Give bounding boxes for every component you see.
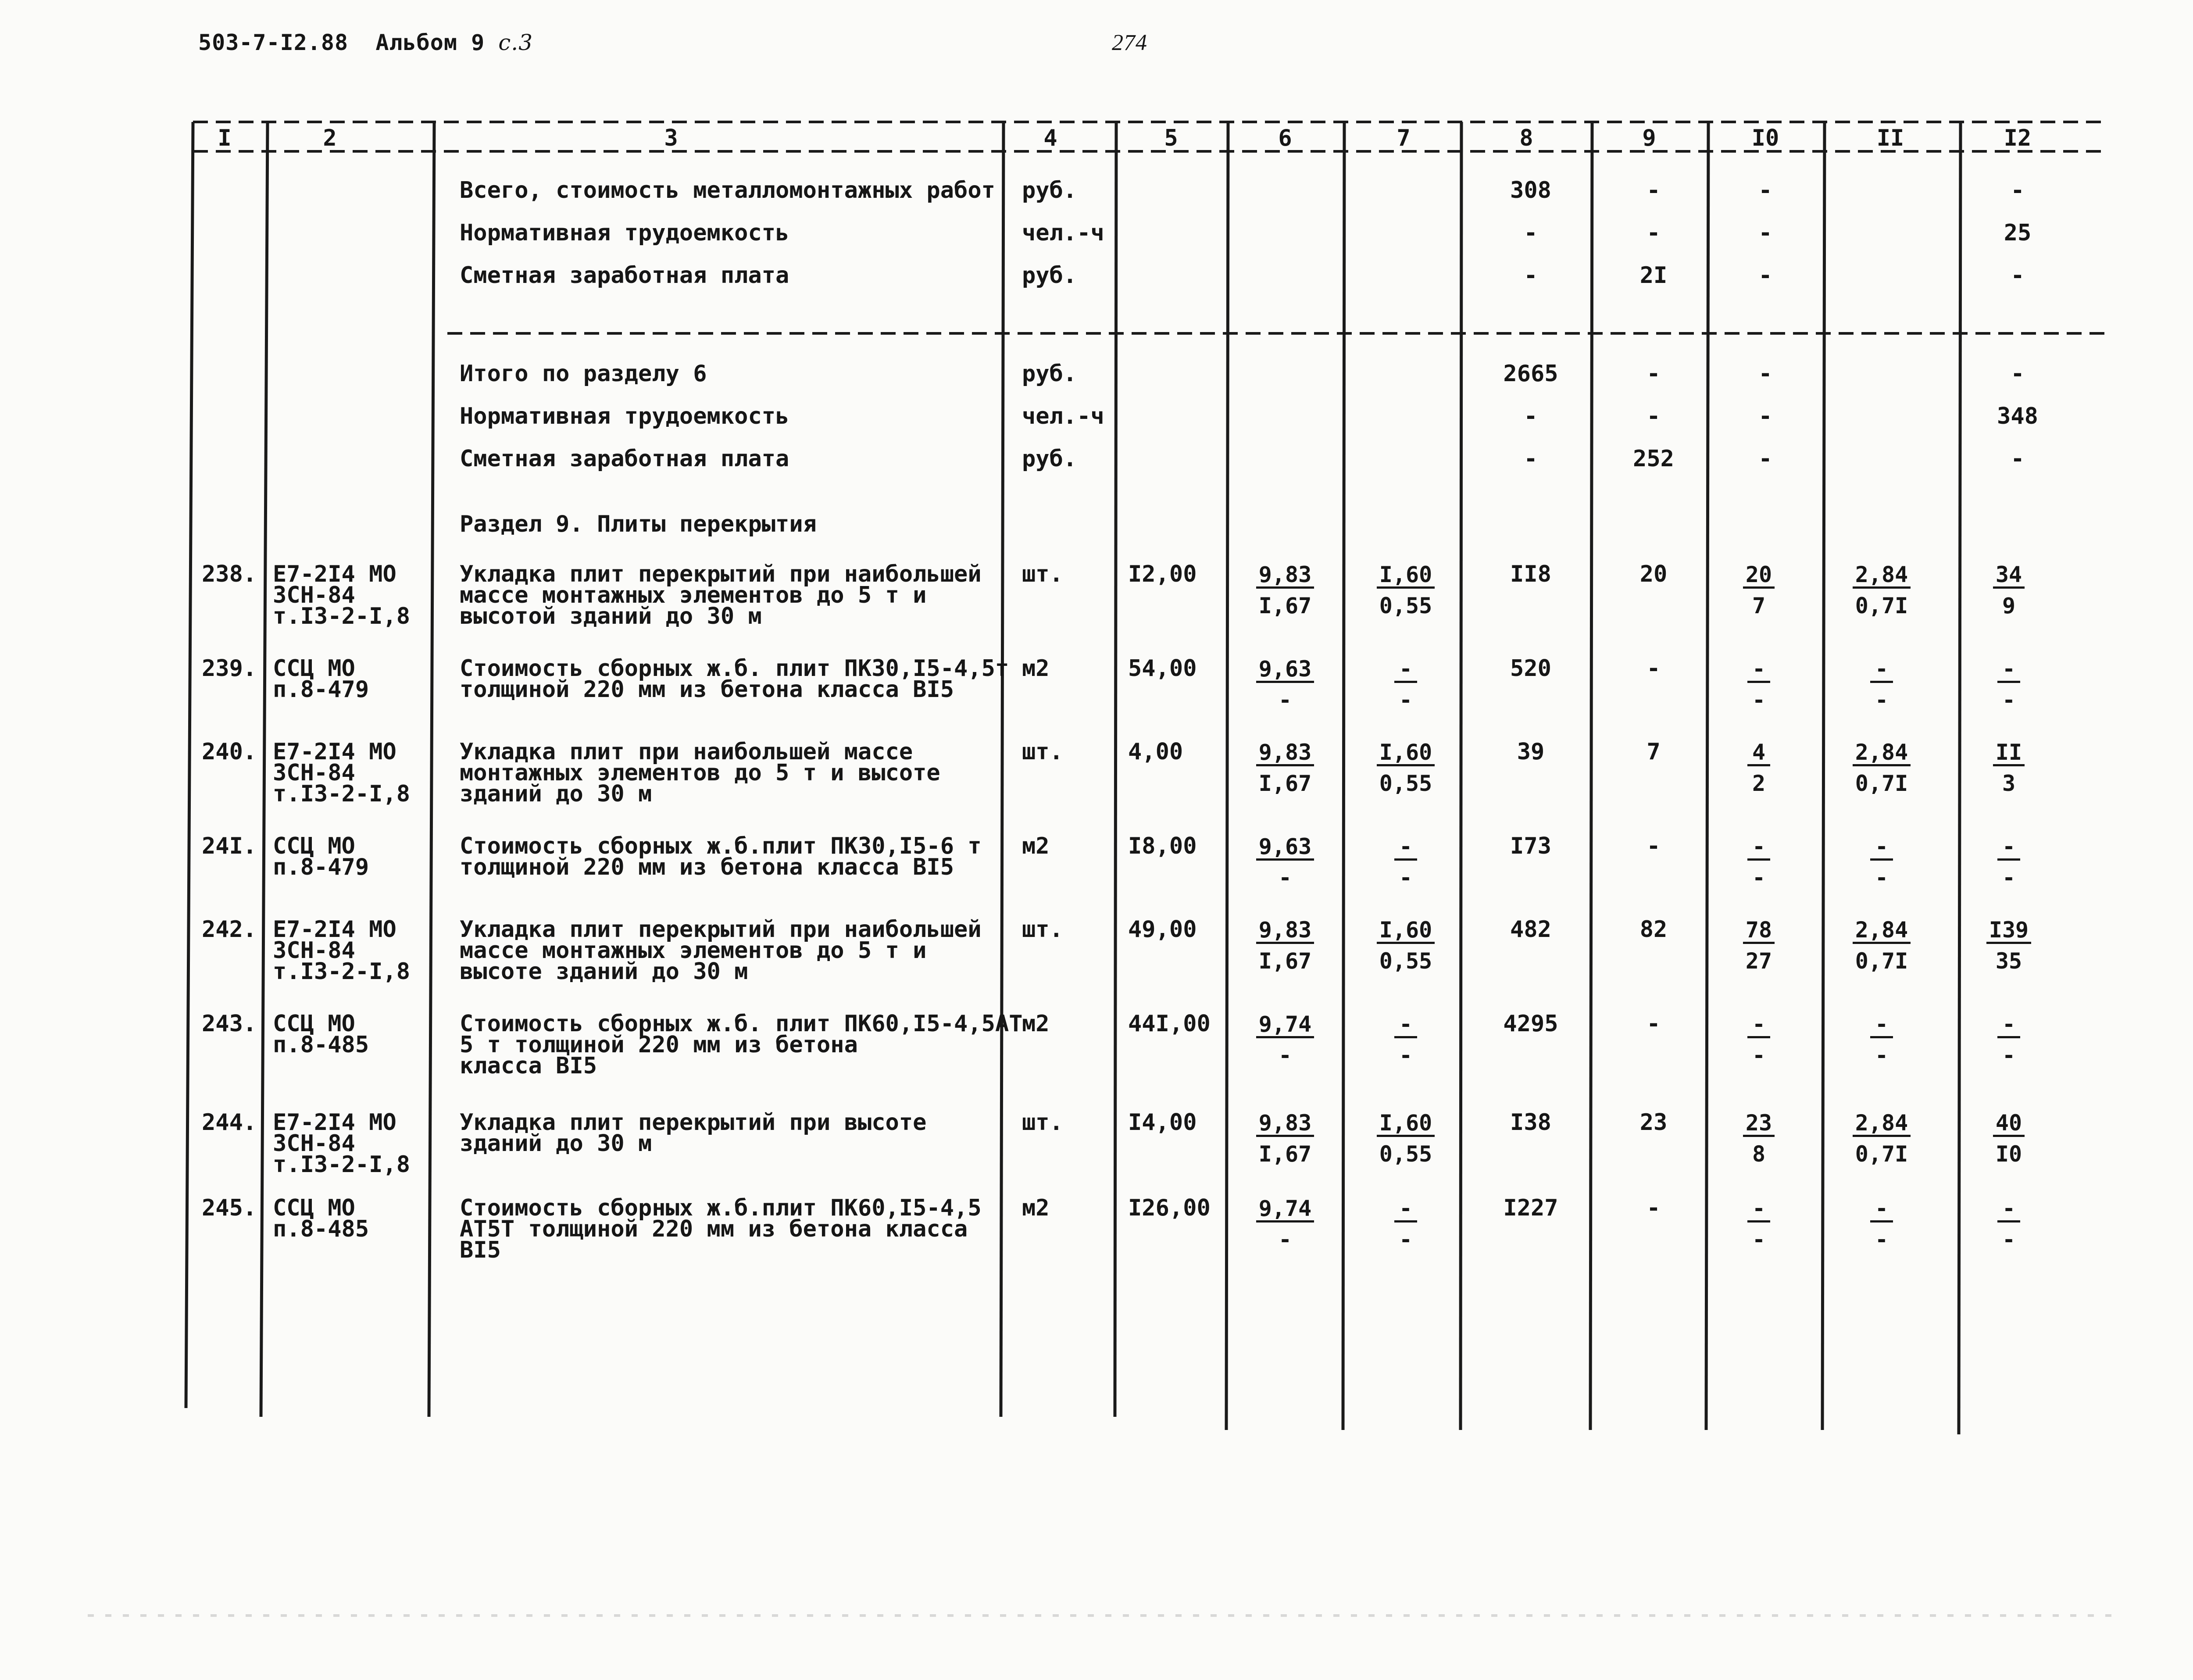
- item-col6-fraction-bottom: I,67: [1258, 771, 1312, 796]
- item-col12-fraction-top: -: [1997, 1013, 2020, 1038]
- summary-col10: -: [1758, 177, 1772, 204]
- item-col7-fraction: [1355, 741, 1456, 794]
- item-col11-fraction-bottom: -: [1875, 1227, 1889, 1252]
- column-number-5: 5: [1164, 125, 1178, 151]
- item-col10-fraction: [1708, 741, 1809, 794]
- item-col12-fraction-bottom: -: [2002, 687, 2016, 713]
- item-col12-fraction-bottom: -: [2002, 1043, 2016, 1068]
- album-label: Альбом 9: [375, 30, 485, 55]
- item-col10-fraction-bottom: 8: [1752, 1141, 1766, 1167]
- item-col12-fraction: [1958, 1013, 2059, 1066]
- item-description: Стоимость сборных ж.б. плит ПК60,I5-4,5АТ 5 т толщиной 220 мм из бетона класса ВI5: [460, 1011, 1023, 1079]
- item-col12-fraction: [1958, 658, 2059, 711]
- item-col6-fraction: [1235, 564, 1336, 617]
- summary-col12: -: [2011, 361, 2025, 387]
- item-norm-code: ССЦ МО п.8-479: [273, 833, 369, 880]
- item-col6-fraction: [1235, 741, 1336, 794]
- summary-row-unit: руб.: [1022, 446, 1077, 472]
- column-number-7: 7: [1397, 125, 1411, 151]
- item-quantity: I8,00: [1128, 833, 1197, 859]
- item-quantity: 4,00: [1128, 739, 1183, 765]
- item-col10-fraction-bottom: 27: [1745, 948, 1772, 974]
- item-col6-fraction-top: 9,63: [1256, 836, 1314, 861]
- summary-row-unit: чел.-ч: [1022, 403, 1104, 429]
- item-col9: 82: [1639, 916, 1668, 943]
- item-quantity: 44I,00: [1128, 1011, 1211, 1037]
- item-col9: 23: [1639, 1109, 1668, 1136]
- item-unit: шт.: [1022, 561, 1063, 587]
- column-number-11: II: [1876, 125, 1904, 151]
- doc-code: 503-7-I2.88: [198, 30, 349, 55]
- item-col6-fraction-top: 9,83: [1256, 919, 1314, 944]
- item-number: 242.: [202, 916, 257, 943]
- sheet-note: с.3: [498, 30, 533, 55]
- column-number-3: 3: [664, 125, 678, 151]
- item-col6-fraction-bottom: I,67: [1258, 593, 1312, 618]
- item-col7-fraction: [1355, 1112, 1456, 1165]
- item-col10-fraction-top: -: [1747, 1013, 1770, 1038]
- item-unit: шт.: [1022, 1109, 1063, 1136]
- item-col11-fraction-bottom: 0,7I: [1855, 771, 1908, 796]
- page-number: 274: [1112, 30, 1147, 55]
- summary-col12: -: [2011, 446, 2025, 472]
- item-description: Стоимость сборных ж.б. плит ПК30,I5-4,5т толщиной 220 мм из бетона класса ВI5: [460, 655, 1009, 703]
- item-col6-fraction-bottom: -: [1278, 687, 1292, 713]
- column-number-10: I0: [1751, 125, 1779, 151]
- item-col10-fraction-top: -: [1747, 658, 1770, 683]
- item-col6-fraction: [1235, 836, 1336, 889]
- item-col12-fraction-top: I39: [1986, 919, 2031, 944]
- summary-row-label: Сметная заработная плата: [460, 262, 789, 289]
- summary-row-unit: руб.: [1022, 262, 1077, 289]
- item-col7-fraction-bottom: 0,55: [1379, 1141, 1432, 1167]
- item-col9: -: [1647, 655, 1661, 682]
- item-unit: м2: [1022, 833, 1050, 859]
- item-col8: 482: [1510, 916, 1551, 943]
- summary-col8: -: [1524, 220, 1538, 246]
- summary-col10: -: [1758, 361, 1772, 387]
- item-col11-fraction: [1831, 1197, 1932, 1251]
- item-col12-fraction-bottom: -: [2002, 1227, 2016, 1252]
- summary-col9: -: [1647, 220, 1661, 246]
- item-col7-fraction-bottom: 0,55: [1379, 771, 1432, 796]
- summary-col12: 348: [1997, 403, 2038, 429]
- item-col7-fraction-bottom: -: [1399, 865, 1413, 890]
- item-unit: шт.: [1022, 739, 1063, 765]
- summary-col8: -: [1524, 262, 1538, 289]
- item-col7-fraction: [1355, 836, 1456, 889]
- item-col8: 4295: [1503, 1011, 1558, 1037]
- item-col8: 39: [1517, 739, 1545, 765]
- item-col11-fraction-top: 2,84: [1853, 564, 1911, 589]
- item-number: 245.: [202, 1195, 257, 1221]
- summary-row-label: Нормативная трудоемкость: [460, 220, 789, 246]
- item-col11-fraction-top: -: [1870, 1013, 1893, 1038]
- summary-col12: 25: [2004, 220, 2032, 246]
- summary-col9: -: [1647, 177, 1661, 204]
- item-col10-fraction: [1708, 1112, 1809, 1165]
- item-col6-fraction-top: 9,74: [1256, 1197, 1314, 1222]
- summary-col8: -: [1524, 446, 1538, 472]
- item-col11-fraction-top: -: [1870, 658, 1893, 683]
- item-col11-fraction-bottom: -: [1875, 687, 1889, 713]
- item-col12-fraction: [1958, 1112, 2059, 1165]
- item-col12-fraction-bottom: 35: [1995, 948, 2022, 974]
- item-col11-fraction: [1831, 658, 1932, 711]
- summary-col8: -: [1524, 403, 1538, 429]
- item-col12-fraction-bottom: I0: [1995, 1141, 2022, 1167]
- item-col11-fraction: [1831, 564, 1932, 617]
- item-col10-fraction-top: 20: [1743, 564, 1775, 589]
- summary-row-label: Всего, стоимость металломонтажных работ: [460, 177, 995, 204]
- item-col11-fraction: [1831, 1112, 1932, 1165]
- item-description: Стоимость сборных ж.б.плит ПК30,I5-6 т толщиной 220 мм из бетона класса ВI5: [460, 833, 982, 880]
- item-col8: II8: [1510, 561, 1551, 587]
- item-col10-fraction-top: 4: [1747, 741, 1770, 766]
- column-number-6: 6: [1278, 125, 1292, 151]
- item-quantity: I4,00: [1128, 1109, 1197, 1136]
- item-col7-fraction-top: I,60: [1377, 564, 1435, 589]
- summary-col8: 308: [1510, 177, 1551, 204]
- item-description: Укладка плит перекрытий при наибольшей массе монтажных элементов до 5 т и высоте зданий до 30 м: [460, 916, 982, 985]
- item-col9: 7: [1647, 739, 1661, 765]
- item-col11-fraction-top: -: [1870, 836, 1893, 861]
- item-col12-fraction: [1958, 919, 2059, 972]
- item-col6-fraction-top: 9,74: [1256, 1013, 1314, 1038]
- item-norm-code: Е7-2I4 МО 3СН-84 т.I3-2-I,8: [273, 739, 411, 807]
- summary-col9: 2I: [1639, 262, 1668, 289]
- item-col7-fraction-bottom: 0,55: [1379, 948, 1432, 974]
- item-col10-fraction: [1708, 836, 1809, 889]
- item-col12-fraction-bottom: -: [2002, 865, 2016, 890]
- item-col10-fraction-bottom: -: [1752, 1227, 1766, 1252]
- item-col12-fraction-bottom: 9: [2002, 593, 2016, 618]
- item-col8: 520: [1510, 655, 1551, 682]
- item-number: 24I.: [202, 833, 257, 859]
- item-col12-fraction: [1958, 741, 2059, 794]
- item-col6-fraction: [1235, 919, 1336, 972]
- item-unit: м2: [1022, 1011, 1050, 1037]
- item-col11-fraction-top: -: [1870, 1197, 1893, 1222]
- item-col9: 20: [1639, 561, 1668, 587]
- item-col10-fraction-top: -: [1747, 836, 1770, 861]
- item-col11-fraction-bottom: -: [1875, 865, 1889, 890]
- item-col6-fraction-bottom: -: [1278, 865, 1292, 890]
- item-col12-fraction-top: 40: [1993, 1112, 2025, 1137]
- item-description: Укладка плит перекрытий при высоте зданий до 30 м: [460, 1109, 927, 1157]
- item-norm-code: Е7-2I4 МО 3СН-84 т.I3-2-I,8: [273, 916, 411, 985]
- summary-row-unit: чел.-ч: [1022, 220, 1104, 246]
- item-unit: м2: [1022, 655, 1050, 682]
- item-col7-fraction-bottom: -: [1399, 687, 1413, 713]
- item-col10-fraction-bottom: -: [1752, 865, 1766, 890]
- item-col6-fraction-top: 9,83: [1256, 1112, 1314, 1137]
- item-col11-fraction: [1831, 919, 1932, 972]
- item-col7-fraction-bottom: -: [1399, 1227, 1413, 1252]
- item-col12-fraction-top: 34: [1993, 564, 2025, 589]
- item-col6-fraction-top: 9,83: [1256, 741, 1314, 766]
- column-number-4: 4: [1043, 125, 1057, 151]
- section-title: Раздел 9. Плиты перекрытия: [460, 511, 817, 537]
- item-col10-fraction: [1708, 564, 1809, 617]
- item-col7-fraction-top: -: [1394, 658, 1417, 683]
- item-col11-fraction-top: 2,84: [1853, 741, 1911, 766]
- item-col6-fraction: [1235, 1013, 1336, 1066]
- item-unit: м2: [1022, 1195, 1050, 1221]
- item-number: 239.: [202, 655, 257, 682]
- item-col10-fraction: [1708, 1013, 1809, 1066]
- item-norm-code: ССЦ МО п.8-485: [273, 1195, 369, 1242]
- item-col7-fraction-top: -: [1394, 1197, 1417, 1222]
- item-col7-fraction: [1355, 1013, 1456, 1066]
- item-col12-fraction-bottom: 3: [2002, 771, 2016, 796]
- item-col11-fraction: [1831, 1013, 1932, 1066]
- summary-row-unit: руб.: [1022, 361, 1077, 387]
- summary-col10: -: [1758, 220, 1772, 246]
- item-col11-fraction-bottom: 0,7I: [1855, 948, 1908, 974]
- item-col6-fraction: [1235, 1112, 1336, 1165]
- summary-col12: -: [2011, 262, 2025, 289]
- item-col8: I227: [1503, 1195, 1558, 1221]
- item-norm-code: ССЦ МО п.8-485: [273, 1011, 369, 1058]
- column-number-2: 2: [323, 125, 337, 151]
- item-col12-fraction: [1958, 564, 2059, 617]
- item-col7-fraction-bottom: 0,55: [1379, 593, 1432, 618]
- summary-col12: -: [2011, 177, 2025, 204]
- item-col11-fraction-bottom: 0,7I: [1855, 593, 1908, 618]
- item-col8: I38: [1510, 1109, 1551, 1136]
- item-col7-fraction: [1355, 564, 1456, 617]
- item-quantity: I26,00: [1128, 1195, 1211, 1221]
- item-description: Стоимость сборных ж.б.плит ПК60,I5-4,5 АТ5Т толщиной 220 мм из бетона класса ВI5: [460, 1195, 982, 1263]
- item-col7-fraction-bottom: -: [1399, 1043, 1413, 1068]
- item-description: Укладка плит при наибольшей массе монтажных элементов до 5 т и высоте зданий до 30 м: [460, 739, 940, 807]
- column-number-9: 9: [1642, 125, 1656, 151]
- item-col11-fraction-top: 2,84: [1853, 919, 1911, 944]
- item-col6-fraction: [1235, 1197, 1336, 1251]
- item-col6-fraction-bottom: I,67: [1258, 1141, 1312, 1167]
- summary-col10: -: [1758, 446, 1772, 472]
- item-col11-fraction: [1831, 741, 1932, 794]
- item-col6-fraction-top: 9,63: [1256, 658, 1314, 683]
- item-col6-fraction: [1235, 658, 1336, 711]
- summary-col9: -: [1647, 403, 1661, 429]
- item-col9: -: [1647, 1011, 1661, 1037]
- item-col12-fraction-top: -: [1997, 1197, 2020, 1222]
- item-col12-fraction: [1958, 1197, 2059, 1251]
- item-col12-fraction-top: -: [1997, 658, 2020, 683]
- item-col10-fraction-bottom: 7: [1752, 593, 1766, 618]
- summary-col10: -: [1758, 262, 1772, 289]
- item-col7-fraction: [1355, 919, 1456, 972]
- item-col12-fraction-top: II: [1993, 741, 2025, 766]
- item-col7-fraction-top: I,60: [1377, 1112, 1435, 1137]
- item-col11-fraction-bottom: -: [1875, 1043, 1889, 1068]
- item-norm-code: Е7-2I4 МО 3СН-84 т.I3-2-I,8: [273, 561, 411, 629]
- item-col7-fraction-top: I,60: [1377, 919, 1435, 944]
- item-col10-fraction-top: 23: [1743, 1112, 1775, 1137]
- column-number-8: 8: [1519, 125, 1533, 151]
- item-number: 238.: [202, 561, 257, 587]
- item-number: 243.: [202, 1011, 257, 1037]
- item-col10-fraction-bottom: -: [1752, 1043, 1766, 1068]
- item-col11-fraction-bottom: 0,7I: [1855, 1141, 1908, 1167]
- item-quantity: 54,00: [1128, 655, 1197, 682]
- summary-col9: 252: [1633, 446, 1674, 472]
- item-col11-fraction-top: 2,84: [1853, 1112, 1911, 1137]
- item-col7-fraction-top: -: [1394, 1013, 1417, 1038]
- item-col6-fraction-bottom: -: [1278, 1227, 1292, 1252]
- item-number: 240.: [202, 739, 257, 765]
- item-norm-code: Е7-2I4 МО 3СН-84 т.I3-2-I,8: [273, 1109, 411, 1178]
- item-col10-fraction: [1708, 658, 1809, 711]
- item-col9: -: [1647, 1195, 1661, 1221]
- item-quantity: I2,00: [1128, 561, 1197, 587]
- item-col7-fraction-top: I,60: [1377, 741, 1435, 766]
- item-col7-fraction-top: -: [1394, 836, 1417, 861]
- column-number-12: I2: [2004, 125, 2032, 151]
- summary-row-unit: руб.: [1022, 177, 1077, 204]
- item-col11-fraction: [1831, 836, 1932, 889]
- item-col6-fraction-top: 9,83: [1256, 564, 1314, 589]
- item-unit: шт.: [1022, 916, 1063, 943]
- item-col10-fraction-top: -: [1747, 1197, 1770, 1222]
- item-description: Укладка плит перекрытий при наибольшей массе монтажных элементов до 5 т и высотой зданий до 30 м: [460, 561, 982, 629]
- summary-col9: -: [1647, 361, 1661, 387]
- item-col10-fraction: [1708, 1197, 1809, 1251]
- item-col10-fraction-bottom: -: [1752, 687, 1766, 713]
- item-col7-fraction: [1355, 1197, 1456, 1251]
- summary-col10: -: [1758, 403, 1772, 429]
- item-col7-fraction: [1355, 658, 1456, 711]
- item-quantity: 49,00: [1128, 916, 1197, 943]
- item-norm-code: ССЦ МО п.8-479: [273, 655, 369, 703]
- item-col8: I73: [1510, 833, 1551, 859]
- item-col10-fraction-top: 78: [1743, 919, 1775, 944]
- item-col10-fraction-bottom: 2: [1752, 771, 1766, 796]
- summary-row-label: Нормативная трудоемкость: [460, 403, 789, 429]
- item-col9: -: [1647, 833, 1661, 859]
- item-col6-fraction-bottom: -: [1278, 1043, 1292, 1068]
- column-number-1: I: [218, 125, 232, 151]
- summary-row-label: Итого по разделу 6: [460, 361, 707, 387]
- item-col10-fraction: [1708, 919, 1809, 972]
- item-col12-fraction: [1958, 836, 2059, 889]
- summary-row-label: Сметная заработная плата: [460, 446, 789, 472]
- item-number: 244.: [202, 1109, 257, 1136]
- item-col6-fraction-bottom: I,67: [1258, 948, 1312, 974]
- summary-col8: 2665: [1503, 361, 1558, 387]
- item-col12-fraction-top: -: [1997, 836, 2020, 861]
